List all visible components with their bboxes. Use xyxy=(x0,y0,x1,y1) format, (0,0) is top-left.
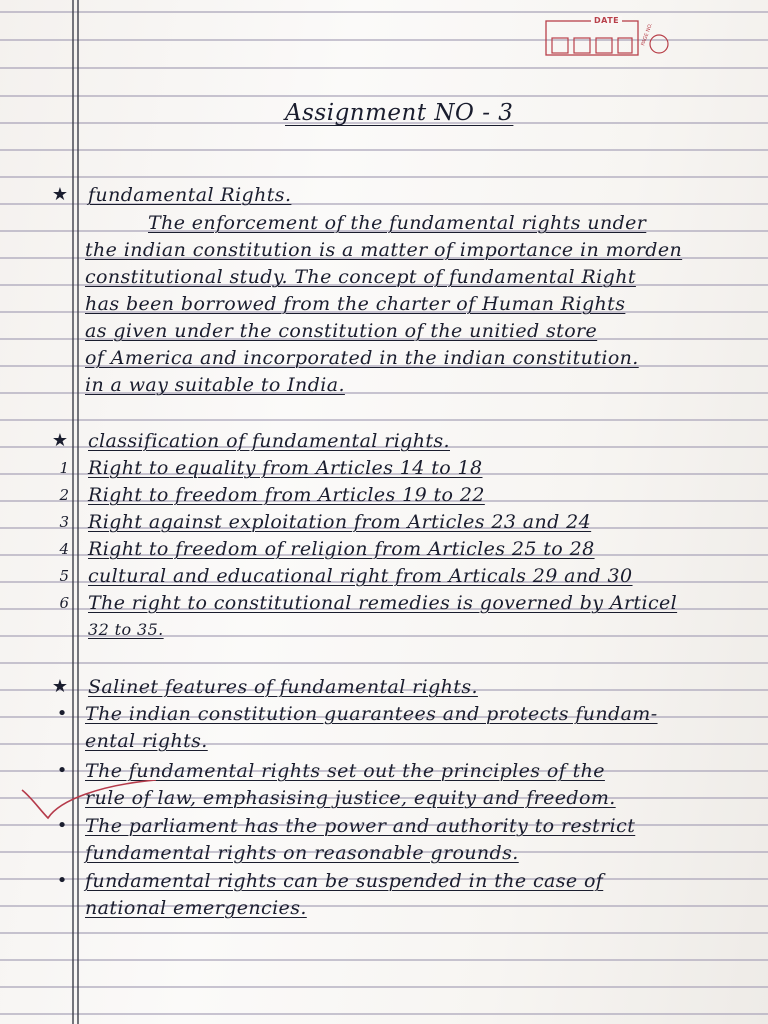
date-label: DATE xyxy=(591,16,622,25)
list-number: 4 xyxy=(59,540,69,558)
paragraph-line: as given under the constitution of the unitied store xyxy=(85,320,598,342)
bullet-line: fundamental rights on reasonable grounds. xyxy=(85,842,519,864)
bullet-line: rule of law, emphasising justice, equity and freedom. xyxy=(85,787,616,809)
list-item: Right to freedom from Articles 19 to 22 xyxy=(88,484,485,506)
list-number: 2 xyxy=(59,486,69,504)
section-heading: Salinet features of fundamental rights. xyxy=(88,676,478,698)
paragraph-line: The enforcement of the fundamental rights under xyxy=(148,212,647,234)
bullet-line: The parliament has the power and authority to restrict xyxy=(85,815,636,837)
section-heading: classification of fundamental rights. xyxy=(88,430,450,452)
bullet-line: national emergencies. xyxy=(85,897,307,919)
paragraph-line: has been borrowed from the charter of Human Rights xyxy=(85,293,626,315)
list-number: 1 xyxy=(59,459,69,477)
page-no-label: PAGE NO. xyxy=(640,22,654,47)
date-stamp xyxy=(545,16,670,62)
bullet-marker: • xyxy=(56,870,68,891)
bullet-line: fundamental rights can be suspended in the case of xyxy=(85,870,604,892)
paragraph-line: of America and incorporated in the indian constitution. xyxy=(85,347,639,369)
list-item: Right to equality from Articles 14 to 18 xyxy=(88,457,483,479)
bullet-marker: • xyxy=(56,815,68,836)
assignment-title: Assignment NO - 3 xyxy=(285,100,514,126)
bullet-line: The indian constitution guarantees and protects fundam- xyxy=(85,703,658,725)
bullet-line: The fundamental rights set out the principles of the xyxy=(85,760,605,782)
paragraph-line: in a way suitable to India. xyxy=(85,374,345,396)
bullet-line: ental rights. xyxy=(85,730,208,752)
star-marker: ★ xyxy=(51,184,69,205)
bullet-marker: • xyxy=(56,760,68,781)
list-number: 6 xyxy=(59,594,69,612)
list-number: 3 xyxy=(59,513,69,531)
paragraph-line: constitutional study. The concept of fundamental Right xyxy=(85,266,636,288)
section-heading: fundamental Rights. xyxy=(88,184,292,206)
star-marker: ★ xyxy=(51,430,69,451)
list-item: Right against exploitation from Articles 23 and 24 xyxy=(88,511,592,533)
paragraph-line: the indian constitution is a matter of importance in morden xyxy=(85,239,683,261)
list-number: 5 xyxy=(59,567,69,585)
list-item-continuation: 32 to 35. xyxy=(88,620,164,639)
red-tick-mark xyxy=(20,780,160,830)
list-item: Right to freedom of religion from Articles 25 to 28 xyxy=(88,538,595,560)
list-item: cultural and educational right from Articals 29 and 30 xyxy=(88,565,633,587)
star-marker: ★ xyxy=(51,676,69,697)
list-item: The right to constitutional remedies is governed by Articel xyxy=(88,592,678,614)
bullet-marker: • xyxy=(56,703,68,724)
